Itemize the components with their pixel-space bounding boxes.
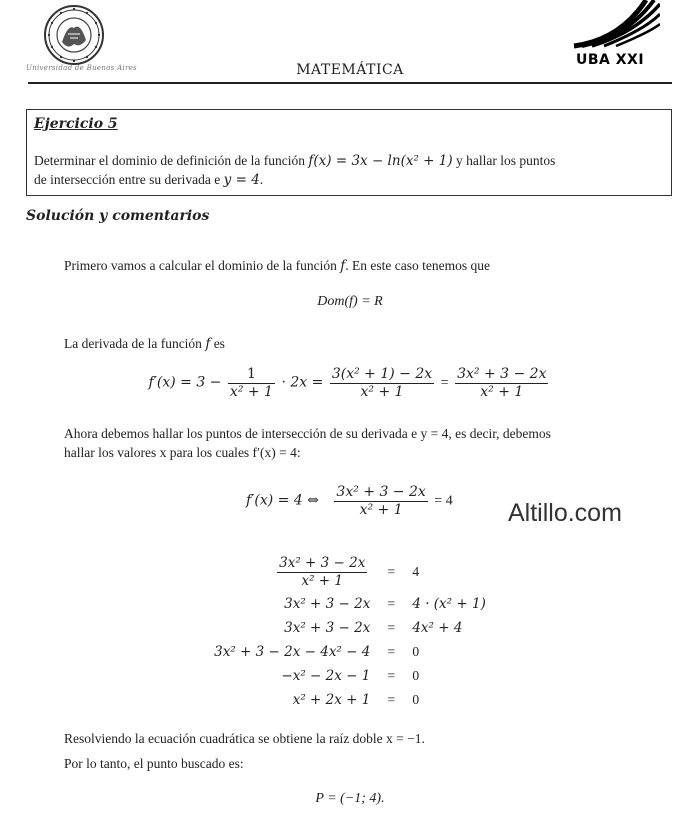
function-expression: f(x) = 3x − ln(x² + 1) [308, 153, 453, 169]
relation-sign: = [387, 596, 396, 611]
equation-rhs: 4 · (x² + 1) [412, 596, 486, 612]
header-divider [28, 82, 672, 84]
relation-sign: = [387, 668, 396, 683]
fraction-numerator: 3(x² + 1) − 2x [331, 366, 433, 382]
equation-lhs: −x² − 2x − 1 [281, 668, 371, 684]
statement-text: y hallar los puntos [452, 153, 556, 168]
relation-sign: = [387, 564, 396, 579]
equation-row [214, 640, 486, 664]
fraction [228, 366, 275, 401]
page-title: MATEMÁTICA [296, 62, 404, 78]
paragraph-text: La derivada de la función [64, 336, 206, 351]
relation-sign: = [387, 644, 396, 659]
university-seal-logo [42, 4, 106, 66]
domain-equation: Dom(f) = R [317, 294, 383, 309]
fraction [455, 366, 548, 401]
equation-rhs: 4 [412, 564, 420, 579]
aligned-equations [0, 552, 700, 712]
inline-math: f [340, 258, 346, 274]
exercise-title: Ejercicio 5 [34, 116, 118, 132]
equation-row [214, 688, 486, 712]
equals-sign: = [440, 375, 449, 391]
relation-sign: = [387, 692, 396, 707]
seal-caption: Universidad de Buenos Aires [26, 64, 137, 72]
equation-row [214, 664, 486, 688]
fraction-numerator: 1 [228, 366, 275, 384]
fraction [330, 366, 434, 401]
equation-rhs: 0 [412, 668, 420, 683]
paragraph-quadratic-result: Resolviendo la ecuación cuadrática se obtiene la raíz doble x = −1. [64, 731, 425, 746]
paragraph-text: . En este caso tenemos que [345, 258, 490, 273]
exercise-statement-line-2 [34, 172, 263, 188]
paragraph-intersection-line-2: hallar los valores x para los cuales f′(x) = 4: [64, 445, 301, 460]
equation-lhs: 3x² + 3 − 2x [284, 596, 371, 612]
paragraph-text: es [210, 336, 225, 351]
statement-text: Determinar el dominio de definición de la función [34, 153, 309, 168]
equation-lhs: 3x² + 3 − 2x − 4x² − 4 [214, 644, 371, 660]
equivalence-equation [246, 484, 453, 519]
equation-lhs: 3x² + 3 − 2x [284, 620, 371, 636]
equation-row [214, 616, 486, 640]
fraction [277, 555, 367, 590]
paragraph-derivative-intro [64, 336, 225, 352]
paragraph-domain-intro [64, 258, 490, 274]
fraction-numerator: 3x² + 3 − 2x [457, 366, 547, 382]
fraction-denominator: x² + 1 [359, 502, 403, 518]
relation-sign: = [387, 620, 396, 635]
equation-rhs: 0 [412, 692, 420, 707]
equivalence-lhs: f′(x) = 4 ⇔ [246, 492, 319, 509]
statement-text: . [259, 172, 264, 187]
paragraph-conclusion: Por lo tanto, el punto buscado es: [64, 756, 244, 771]
fraction-denominator: x² + 1 [301, 572, 343, 589]
equation-rhs: 4x² + 4 [412, 620, 463, 636]
equation-row [214, 592, 486, 616]
equation-rhs: 0 [412, 644, 420, 659]
fraction-numerator: 3x² + 3 − 2x [279, 554, 366, 571]
inline-math: f [205, 336, 211, 352]
solution-title: Solución y comentarios [26, 208, 210, 224]
brand-label: UBA XXI [576, 52, 645, 68]
derivative-equation [0, 366, 700, 401]
equivalence-rhs: = 4 [434, 493, 453, 509]
fraction-numerator: 3x² + 3 − 2x [336, 484, 426, 500]
line-expression: y = 4 [223, 172, 260, 188]
derivative-lhs: f′(x) = 3 − [148, 374, 222, 391]
watermark: Altillo.com [508, 499, 622, 527]
equation-row [214, 552, 486, 592]
equation-lhs: x² + 2x + 1 [292, 692, 371, 708]
paragraph-text: Primero vamos a calcular el dominio de la función [64, 258, 341, 273]
exercise-statement-line-1 [34, 153, 555, 169]
uba-arcs-logo [570, 0, 660, 50]
fraction-denominator: x² + 1 [360, 384, 404, 400]
fraction [334, 484, 427, 519]
final-point: P = (−1; 4). [315, 791, 385, 806]
statement-text: de intersección entre su derivada e [34, 172, 224, 187]
fraction-denominator: x² + 1 [480, 384, 524, 400]
fraction-denominator: x² + 1 [229, 384, 273, 400]
derivative-middle: · 2x = [281, 374, 324, 391]
paragraph-intersection-line-1: Ahora debemos hallar los puntos de intersección de su derivada e y = 4, es decir, debemos [64, 426, 551, 441]
